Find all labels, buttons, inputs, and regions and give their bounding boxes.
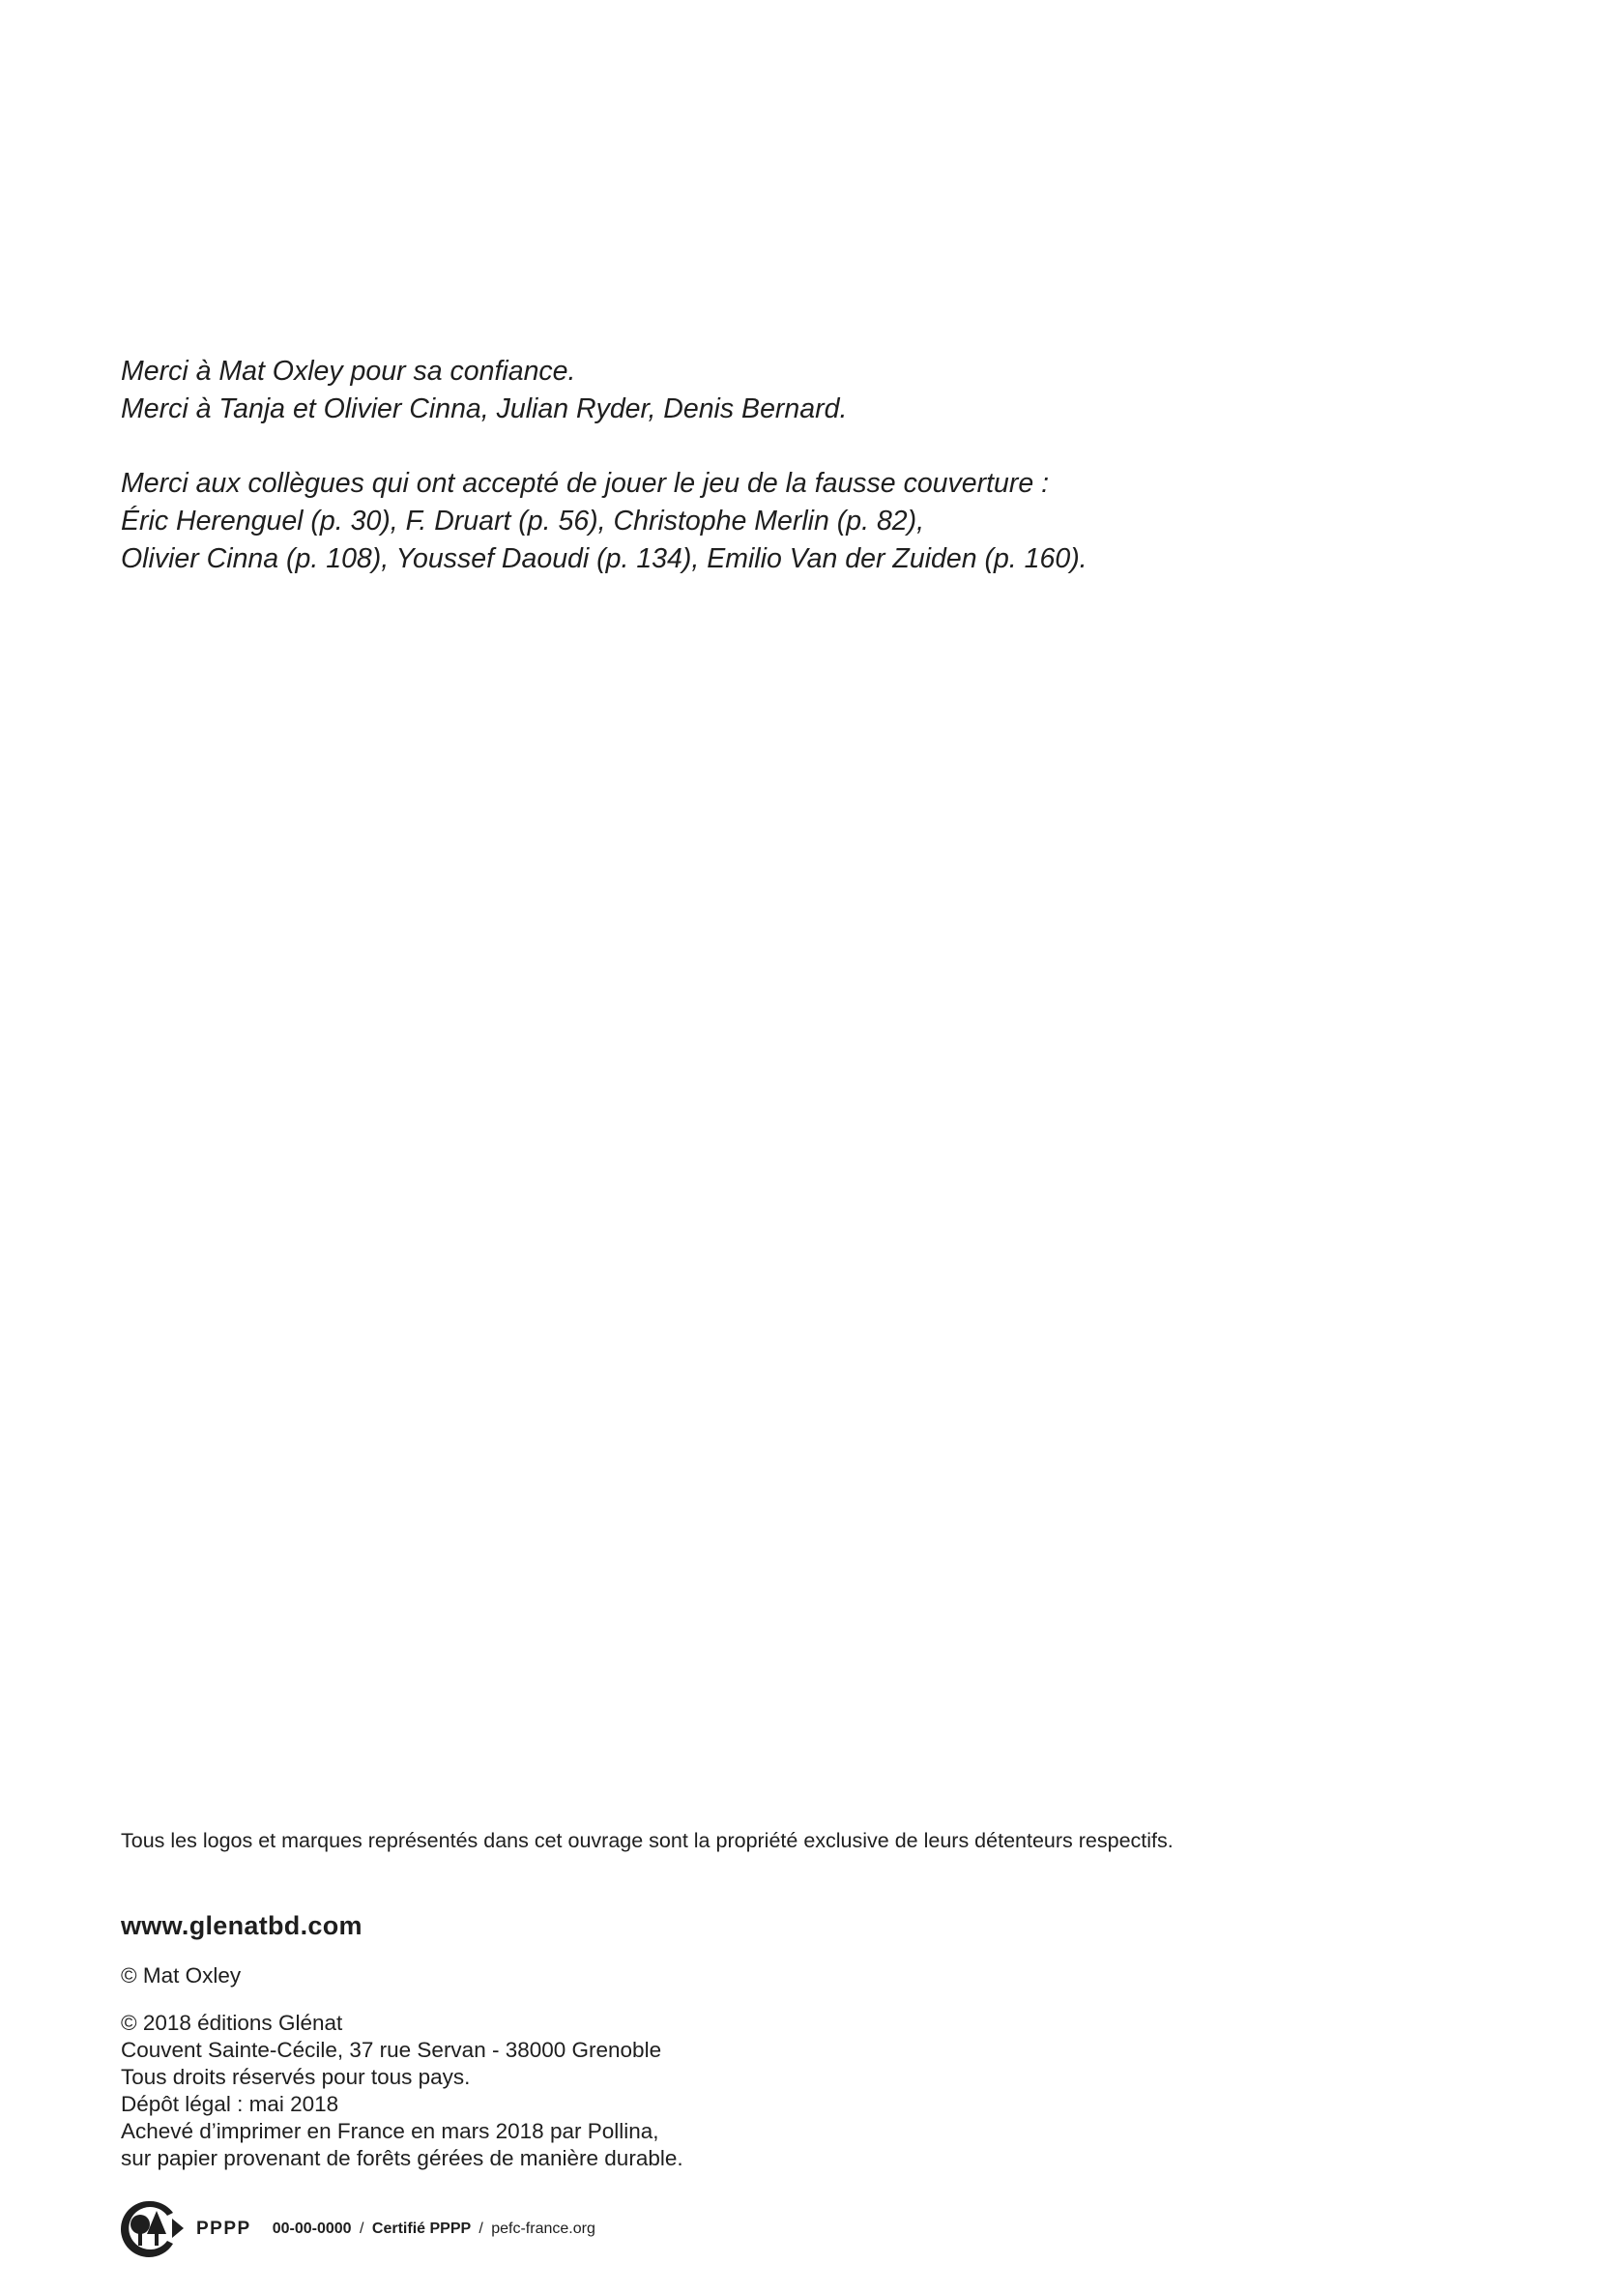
publisher-line: Dépôt légal : mai 2018 <box>121 2092 339 2116</box>
publisher-line: sur papier provenant de forêts gérées de manière durable. <box>121 2146 683 2170</box>
certification-label: Certifié PPPP <box>371 2220 471 2237</box>
certification-details <box>273 2220 595 2238</box>
publisher-line: Achevé d’imprimer en France en mars 2018 par Pollina, <box>121 2119 659 2143</box>
author-copyright: © Mat Oxley <box>121 1963 242 1988</box>
certification-separator: / <box>478 2220 483 2237</box>
certification-site: pefc-france.org <box>491 2220 595 2237</box>
certification-brand: PPPP <box>196 2219 251 2239</box>
thanks-line: Merci à Mat Oxley pour sa confiance. <box>121 356 576 387</box>
acknowledgements <box>121 353 1378 578</box>
paragraph-gap <box>121 428 1378 465</box>
certification-separator: / <box>360 2220 364 2237</box>
publisher-info <box>121 2010 683 2172</box>
publisher-website: www.glenatbd.com <box>121 1911 362 1940</box>
thanks-line: Merci à Tanja et Olivier Cinna, Julian Ryder, Denis Bernard. <box>121 393 848 424</box>
trademark-notice: Tous les logos et marques représentés dans cet ouvrage sont la propriété exclusive de leurs détenteurs respectifs. <box>121 1829 1174 1852</box>
pefc-tree-logo-icon <box>119 2199 192 2259</box>
thanks-line: Merci aux collègues qui ont accepté de jouer le jeu de la fausse couverture : <box>121 468 1050 499</box>
publisher-line: Tous droits réservés pour tous pays. <box>121 2065 471 2089</box>
publisher-line: © 2018 éditions Glénat <box>121 2011 343 2035</box>
certification-code: 00-00-0000 <box>272 2220 352 2237</box>
thanks-line: Olivier Cinna (p. 108), Youssef Daoudi (p. 134), Emilio Van der Zuiden (p. 160). <box>121 543 1088 574</box>
certification-block <box>119 2199 595 2259</box>
thanks-line: Éric Herenguel (p. 30), F. Druart (p. 56), Christophe Merlin (p. 82), <box>121 506 925 537</box>
publisher-line: Couvent Sainte-Cécile, 37 rue Servan - 38000 Grenoble <box>121 2038 662 2062</box>
